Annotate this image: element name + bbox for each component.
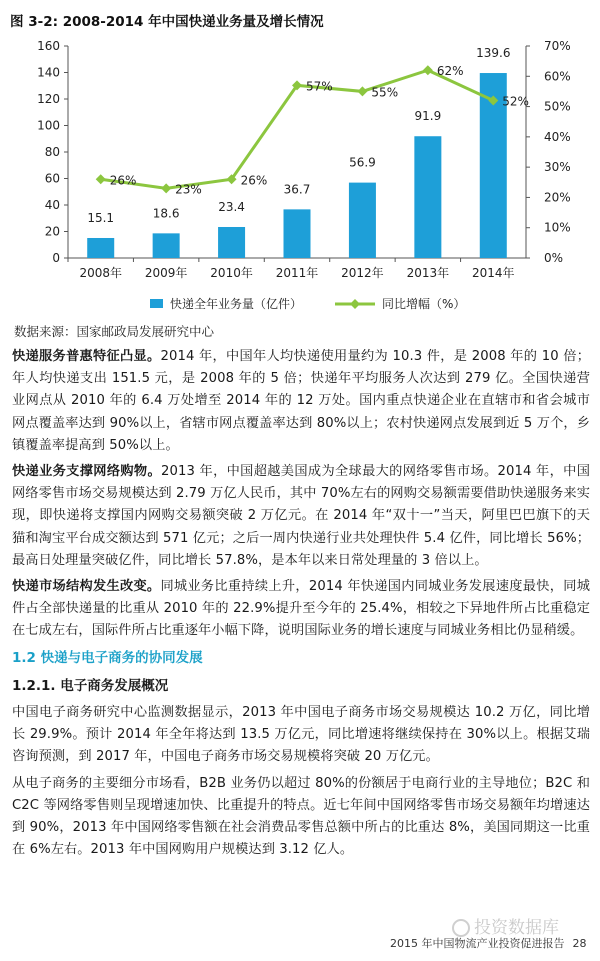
paragraph-lead: 快递市场结构发生改变。 bbox=[12, 579, 161, 595]
y-left-tick-label: 60 bbox=[44, 171, 60, 186]
bar-value-label: 139.6 bbox=[476, 46, 511, 61]
x-tick-label: 2011年 bbox=[275, 266, 319, 280]
y-left-tick-label: 80 bbox=[44, 145, 60, 159]
growth-value-label: 62% bbox=[436, 64, 464, 79]
x-tick-label: 2010年 bbox=[210, 266, 253, 280]
legend-swatch-growth-marker bbox=[350, 299, 360, 309]
growth-point-2013年 bbox=[423, 65, 433, 75]
x-tick-label: 2013年 bbox=[406, 266, 450, 280]
y-left-tick-label: 100 bbox=[37, 118, 60, 133]
paragraph bbox=[12, 461, 590, 572]
footer-report-title: 2015 年中国物流产业投资促进报告 bbox=[390, 937, 565, 950]
y-right-tick-label: 50% bbox=[544, 99, 571, 114]
bar-2009年 bbox=[153, 233, 180, 258]
bar-value-label: 15.1 bbox=[87, 210, 115, 225]
bar-2013年 bbox=[414, 136, 441, 258]
x-tick-label: 2012年 bbox=[341, 266, 384, 280]
x-tick-label: 2014年 bbox=[472, 266, 515, 280]
bar-value-label: 56.9 bbox=[349, 155, 376, 170]
paragraph-lead: 快递业务支撑网络购物。 bbox=[12, 464, 162, 480]
paragraph: 中国电子商务研究中心监测数据显示，2013 年中国电子商务市场交易规模达 10.2 万亿，同比增长 29.9%。预计 2014 年全年将达到 13.5 万亿元，同比增速将继续保持在 30%以上。根据艾瑞咨询预测，到 2017 年，中国电子商务市场交易规模将突破 20 万亿元。 bbox=[12, 705, 590, 765]
growth-value-label: 23% bbox=[175, 182, 202, 197]
paragraph-text: 2014 年，中国年人均快递使用量约为 10.3 件，是 2008 年的 10 倍；年人均快递支出 151.5 元，是 2008 年的 5 倍；快递年平均服务人次达到 279 亿。全国快递营业网点从 2010 年的 6.4 万处增至 2014 年的 12 万处。国内重点快递企业在直辖市和省会城市网点覆盖率达到 90%以上，省辖市网点覆盖率达到 80%以上；农村快递网点发展到近 5 万个，乡镇覆盖率提高到 50%以上。 bbox=[12, 349, 590, 453]
growth-point-2012年 bbox=[357, 86, 367, 96]
growth-value-label: 55% bbox=[371, 85, 399, 100]
paragraph bbox=[12, 576, 590, 643]
legend-label-growth: 同比增幅（%） bbox=[382, 297, 466, 311]
y-right-tick-label: 60% bbox=[544, 69, 571, 84]
y-right-tick-label: 20% bbox=[544, 190, 571, 205]
paragraph: 从电子商务的主要细分市场看，B2B 业务仍以超过 80%的份额居于电商行业的主导地位；B2C 和 C2C 等网络零售则呈现增速加快、比重提升的特点。近七年间中国网络零售市场交易额年均增速达到 90%，2013 年中国网络零售额在社会消费品零售总额中所占的比重达 8%，美国同期这一比重在 6%左右。2013 年中国网购用户规模达到 3.12 亿人。 bbox=[12, 775, 590, 858]
y-left-tick-label: 40 bbox=[44, 198, 60, 212]
y-left-tick-label: 120 bbox=[37, 92, 60, 106]
legend-swatch-volume bbox=[150, 299, 163, 308]
bar-value-label: 18.6 bbox=[152, 206, 180, 221]
paragraph-text: 同城业务比重持续上升，2014 年快递国内同城业务发展速度最快，同城件占全部快递量的比重从 2010 年的 22.9%提升至今年的 25.4%，相较之下异地件所占比重稳定在七成左右，国际件所占比重逐年小幅下降，说明国际业务的增长速度与同城业务相比仍显稍缓。 bbox=[12, 579, 590, 639]
y-right-tick-label: 70% bbox=[544, 39, 571, 53]
bar-value-label: 36.7 bbox=[283, 182, 311, 197]
legend-label-volume: 快递全年业务量（亿件） bbox=[170, 297, 303, 311]
express-volume-chart bbox=[0, 30, 600, 318]
watermark: 投资数据库 bbox=[452, 913, 559, 938]
paragraph-lead: 快递服务普惠特征凸显。 bbox=[12, 349, 161, 364]
page-number: 28 bbox=[572, 937, 587, 950]
x-tick-label: 2009年 bbox=[144, 266, 188, 280]
growth-value-label: 26% bbox=[109, 173, 137, 188]
paragraph-text: 2013 年，中国超越美国成为全球最大的网络零售市场。2014 年，中国网络零售市场交易规模达到 2.79 万亿人民币，其中 70%左右的网购交易额需要借助快递服务来实现，即快递将支撑国内网购交易额突破 2 万亿元。在 2014 年“双十一”当天，阿里巴巴旗下的天猫和淘宝平台成交额达到 571 亿元；之后一周内快递行业共处理快件 5.4 亿件，同比增长 56%；最高日处理量突破亿件，同比增长 57.8%，是本年以来日常处理量的 3 倍以上。 bbox=[12, 464, 590, 568]
y-left-tick-label: 0 bbox=[52, 251, 60, 265]
growth-value-label: 57% bbox=[306, 79, 333, 94]
growth-value-label: 26% bbox=[240, 173, 268, 188]
bar-value-label: 91.9 bbox=[414, 109, 442, 124]
data-source: 数据来源：国家邮政局发展研究中心 bbox=[14, 324, 215, 339]
y-left-tick-label: 160 bbox=[37, 39, 60, 53]
y-right-tick-label: 10% bbox=[544, 220, 571, 235]
bar-2008年 bbox=[87, 238, 114, 258]
figure-title: 图 3-2: 2008-2014 年中国快递业务量及增长情况 bbox=[10, 14, 324, 30]
x-tick-label: 2008年 bbox=[79, 266, 122, 280]
y-right-tick-label: 40% bbox=[544, 129, 571, 144]
section-title: 1.2 快递与电子商务的协同发展 bbox=[12, 649, 203, 666]
body-text bbox=[12, 346, 590, 865]
subsection-title: 1.2.1. 电子商务发展概况 bbox=[12, 677, 169, 694]
y-right-tick-label: 0% bbox=[544, 251, 564, 265]
bar-value-label: 23.4 bbox=[218, 199, 245, 214]
y-left-tick-label: 20 bbox=[44, 224, 60, 239]
paragraph bbox=[12, 346, 590, 457]
growth-value-label: 52% bbox=[502, 94, 529, 109]
y-left-tick-label: 140 bbox=[37, 65, 60, 80]
y-right-tick-label: 30% bbox=[544, 160, 571, 175]
page-footer bbox=[390, 935, 587, 951]
bar-2011年 bbox=[284, 209, 311, 258]
bar-2012年 bbox=[349, 183, 376, 258]
growth-point-2009年 bbox=[161, 183, 171, 193]
growth-point-2008年 bbox=[96, 174, 106, 184]
bar-2010年 bbox=[218, 227, 245, 258]
